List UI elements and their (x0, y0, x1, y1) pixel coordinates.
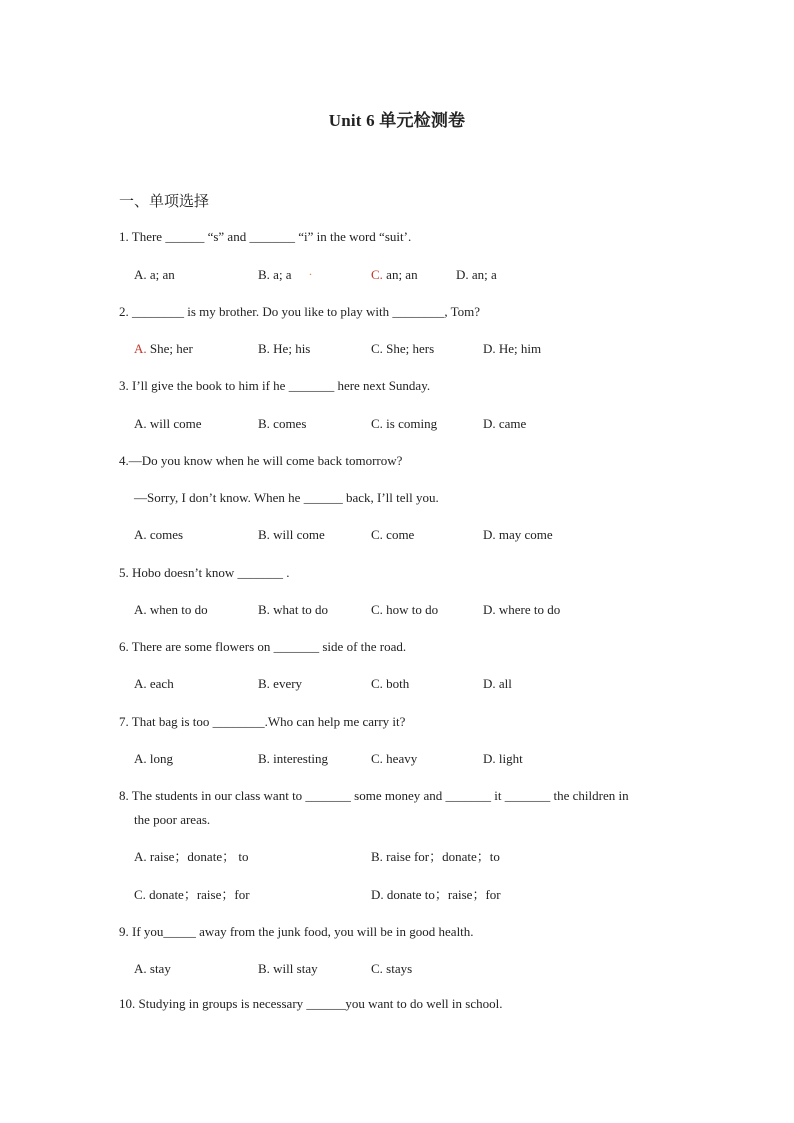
option-text: comes (269, 416, 307, 431)
option-text: a; a (269, 267, 292, 282)
question-7-stem: 7. That bag is too ________.Who can help me carry it? (119, 714, 406, 729)
option-letter: D. (483, 751, 496, 766)
option-letter: A. (134, 676, 147, 691)
option-text: an; a (468, 267, 497, 282)
question-5-option-a (134, 601, 208, 619)
question-8-option-b (371, 848, 500, 866)
option-letter: A. (134, 267, 147, 282)
option-letter: B. (258, 416, 270, 431)
option-text: every (269, 676, 303, 691)
option-text: comes (146, 527, 184, 542)
option-text: came (495, 416, 527, 431)
option-letter: B. (258, 267, 270, 282)
question-4-stem-continued: —Sorry, I don’t know. When he ______ back, I’ll tell you. (134, 490, 439, 505)
option-letter: B. (258, 341, 270, 356)
question-9-option-c (371, 960, 412, 978)
option-letter: D. (483, 527, 496, 542)
option-text: when to do (146, 602, 208, 617)
question-6-option-d (483, 675, 512, 693)
question-9-stem: 9. If you_____ away from the junk food, you will be in good health. (119, 924, 474, 939)
option-letter: D. (483, 676, 496, 691)
option-letter: C. (371, 527, 383, 542)
option-text: donate to；raise；for (383, 887, 501, 902)
option-letter: A. (134, 961, 147, 976)
question-4-option-a (134, 526, 183, 544)
option-text: raise；donate； to (146, 849, 249, 864)
option-text: heavy (382, 751, 418, 766)
option-text: He; him (495, 341, 542, 356)
question-6-option-b (258, 675, 302, 693)
question-2-option-c (371, 340, 434, 358)
option-letter: A. (134, 602, 147, 617)
option-letter: D. (483, 341, 496, 356)
question-4-stem: 4.—Do you know when he will come back tomorrow? (119, 453, 403, 468)
question-8-option-c (134, 886, 250, 904)
option-letter: C. (371, 602, 383, 617)
option-text: come (382, 527, 415, 542)
option-text: will stay (269, 961, 318, 976)
option-letter: C. (371, 961, 383, 976)
option-letter: A. (134, 416, 147, 431)
option-letter: B. (258, 676, 270, 691)
option-text: raise for；donate；to (382, 849, 500, 864)
option-letter: A. (134, 849, 147, 864)
option-letter: C. (371, 341, 383, 356)
option-letter: B. (258, 961, 270, 976)
option-letter: A. (134, 341, 147, 356)
option-letter: A. (134, 751, 147, 766)
question-2-option-b (258, 340, 310, 358)
option-text: may come (495, 527, 553, 542)
question-5-option-b (258, 601, 328, 619)
option-text: interesting (269, 751, 329, 766)
question-9-option-a (134, 960, 171, 978)
question-6-stem: 6. There are some flowers on _______ side of the road. (119, 639, 407, 654)
option-text: what to do (269, 602, 329, 617)
question-2-stem: 2. ________ is my brother. Do you like to play with ________, Tom? (119, 304, 481, 319)
option-text: She; hers (382, 341, 435, 356)
option-letter: B. (371, 849, 383, 864)
question-5-option-c (371, 601, 438, 619)
question-9-option-b (258, 960, 318, 978)
question-1-stem: 1. There ______ “s” and _______ “i” in the word “suit’. (119, 229, 412, 244)
option-text: where to do (495, 602, 561, 617)
option-letter: D. (456, 267, 469, 282)
option-letter: B. (258, 751, 270, 766)
question-3-stem: 3. I’ll give the book to him if he _______ here next Sunday. (119, 378, 431, 393)
question-1-option-a (134, 266, 175, 284)
option-letter: D. (483, 602, 496, 617)
question-8-option-d (371, 886, 501, 904)
option-text: is coming (382, 416, 438, 431)
option-text: an; an (382, 267, 418, 282)
question-5-option-d (483, 601, 560, 619)
question-7-option-a (134, 750, 173, 768)
page-title: Unit 6 单元检测卷 (328, 111, 466, 130)
option-text: both (382, 676, 410, 691)
question-5-stem: 5. Hobo doesn’t know _______ . (119, 565, 290, 580)
option-text: He; his (269, 341, 311, 356)
option-text: all (495, 676, 512, 691)
option-letter: C. (134, 887, 146, 902)
question-4-option-d (483, 526, 553, 544)
option-letter: B. (258, 527, 270, 542)
question-10-stem: 10. Studying in groups is necessary ______you want to do well in school. (119, 996, 503, 1011)
question-8-option-a (134, 848, 248, 866)
question-4-option-c (371, 526, 414, 544)
question-1-option-c (371, 266, 418, 284)
option-text: a; an (146, 267, 175, 282)
option-text: will come (146, 416, 202, 431)
question-6-option-c (371, 675, 409, 693)
option-letter: C. (371, 267, 383, 282)
question-2-option-d (483, 340, 541, 358)
question-7-option-c (371, 750, 417, 768)
option-letter: C. (371, 751, 383, 766)
option-letter: C. (371, 676, 383, 691)
tick-mark: . (309, 264, 312, 278)
option-letter: C. (371, 416, 383, 431)
option-text: light (495, 751, 523, 766)
option-text: She; her (146, 341, 193, 356)
question-6-option-a (134, 675, 174, 693)
option-text: long (146, 751, 174, 766)
option-text: will come (269, 527, 325, 542)
option-text: each (146, 676, 174, 691)
option-letter: D. (483, 416, 496, 431)
question-3-option-b (258, 415, 306, 433)
question-2-option-a (134, 340, 193, 358)
option-text: stay (146, 961, 171, 976)
option-text: how to do (382, 602, 439, 617)
question-3-option-a (134, 415, 202, 433)
question-8-stem-continued: the poor areas. (134, 812, 211, 827)
section-heading: 一、单项选择 (119, 192, 210, 210)
question-4-option-b (258, 526, 325, 544)
question-7-option-d (483, 750, 523, 768)
question-1-option-b (258, 266, 292, 284)
option-text: donate；raise；for (145, 887, 250, 902)
option-letter: B. (258, 602, 270, 617)
option-letter: D. (371, 887, 384, 902)
option-letter: A. (134, 527, 147, 542)
question-7-option-b (258, 750, 328, 768)
question-3-option-c (371, 415, 437, 433)
question-3-option-d (483, 415, 526, 433)
question-1-option-d (456, 266, 497, 284)
option-text: stays (382, 961, 413, 976)
question-8-stem: 8. The students in our class want to _______ some money and _______ it _______ the children in (119, 788, 629, 803)
